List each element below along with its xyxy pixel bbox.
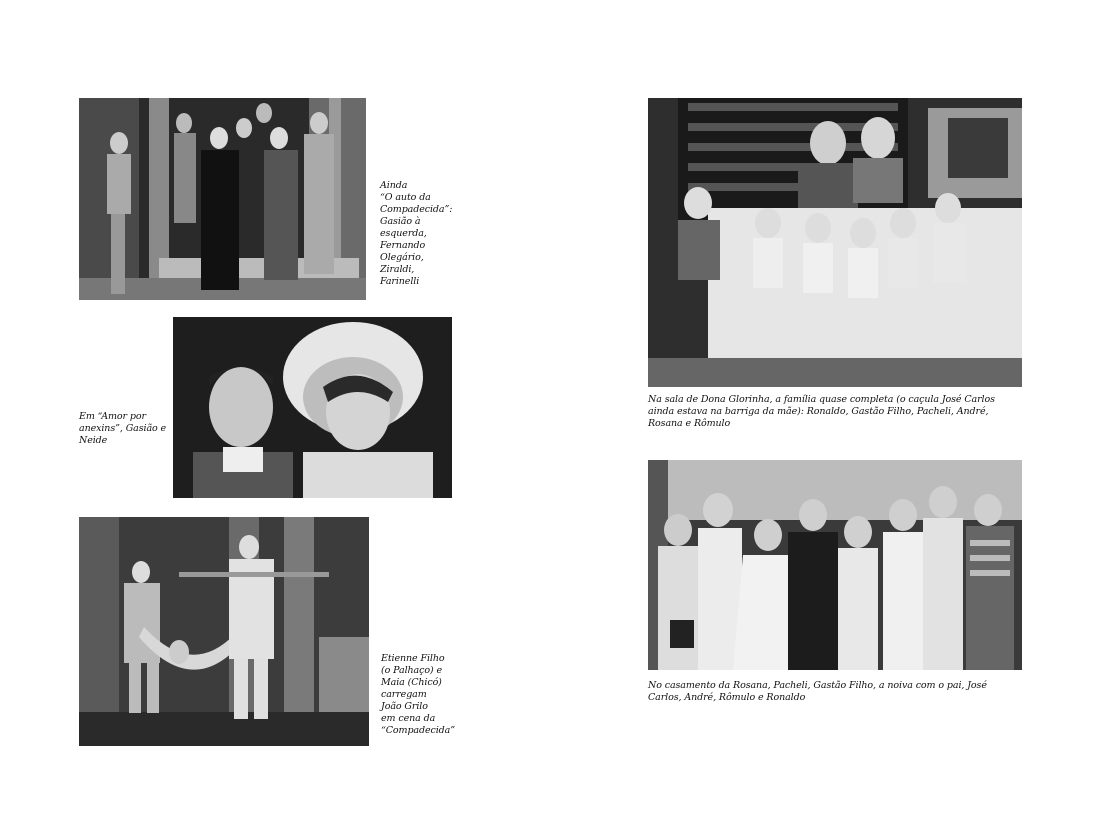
caption-line: João Grilo [381,701,428,712]
caption-line: carregam [381,689,427,700]
caption-line: anexins”, Gasião e [79,423,167,434]
caption-line: Compadecida”: [380,204,453,215]
caption-line: esquerda, [380,228,427,239]
caption-line: Olegário, [380,252,424,263]
caption-line: Maia (Chicó) [381,677,442,688]
caption-photo1 [380,180,470,288]
caption-photo3 [381,653,476,737]
caption-line: Gasião à [380,216,421,227]
caption-line: (o Palhaço) e [381,665,442,676]
caption-line: Neide [79,435,108,446]
caption-line: Ainda [380,180,408,191]
photo-compadecida-scene [79,517,369,746]
photo-amor-por-anexins [173,317,452,498]
caption-photo4: Na sala de Dona Glorinha, a família quase completa (o caçula José Carlos ainda estava na barriga da mãe): Ronaldo, Gastão Filho, Pacheli, André, Rosana e Rômulo [648,394,995,429]
caption-photo2 [79,411,174,447]
caption-line: Farinelli [380,276,420,287]
caption-photo5: No casamento da Rosana, Pacheli, Gastão Filho, a noiva com o pai, José Carlos, André, Rômulo e Ronaldo [648,680,987,703]
photo-wedding-group [648,460,1022,670]
caption-line: “O auto da [380,192,431,203]
photo-family-sofa [648,98,1022,387]
caption-line: Etienne Filho [381,653,445,664]
caption-line: em cena da [381,713,436,724]
caption-line: “Compadecida” [381,725,455,736]
caption-line: Fernando [380,240,426,251]
photo-auto-da-compadecida [79,98,366,300]
caption-line: Ziraldi, [380,264,415,275]
caption-line: Em “Amor por [79,411,146,422]
